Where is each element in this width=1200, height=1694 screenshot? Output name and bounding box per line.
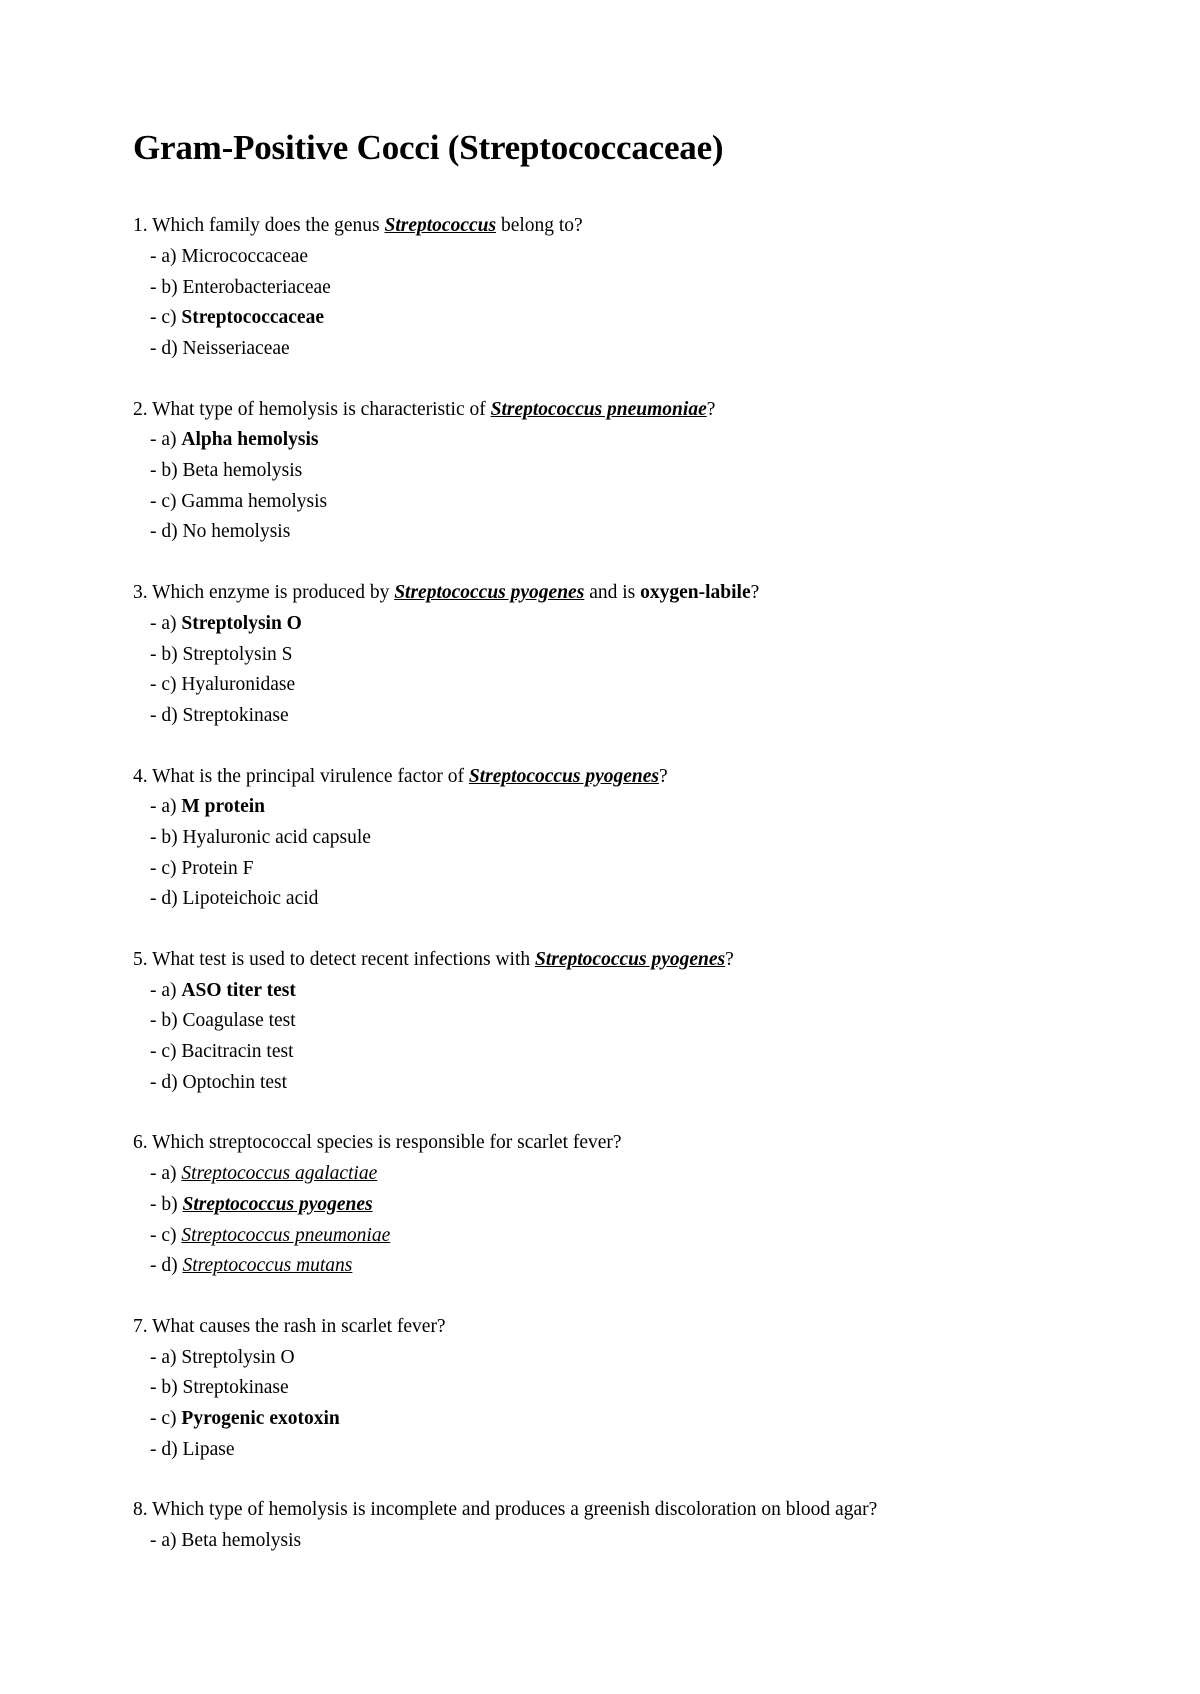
answer-option[interactable]	[133, 855, 1050, 883]
question-list	[133, 212, 1050, 1554]
answer-option-label: - a)	[150, 429, 177, 451]
question-prefix: What causes the rash in scarlet fever?	[152, 1315, 446, 1337]
answer-option-text: Streptolysin S	[182, 643, 293, 665]
answer-option[interactable]	[133, 426, 1050, 454]
answer-option[interactable]	[133, 335, 1050, 363]
answer-option-text: Pyrogenic exotoxin	[181, 1407, 340, 1429]
question-block	[133, 763, 1050, 913]
answer-option[interactable]	[133, 274, 1050, 302]
answer-option-text: Beta hemolysis	[181, 1530, 302, 1551]
answer-option[interactable]	[133, 1191, 1050, 1219]
answer-option-list	[133, 243, 1050, 363]
answer-option-label: - c)	[150, 674, 177, 696]
question-text	[133, 1129, 1050, 1157]
question-number: 4.	[133, 765, 148, 787]
answer-option-text: Streptococcus pneumoniae	[181, 1224, 391, 1246]
question-number: 1.	[133, 215, 148, 237]
question-number: 7.	[133, 1315, 148, 1337]
answer-option-label: - c)	[150, 857, 177, 879]
question-text	[133, 579, 1050, 607]
answer-option-text: Alpha hemolysis	[181, 429, 319, 451]
answer-option-label: - d)	[150, 521, 178, 543]
question-prefix: Which type of hemolysis is incomplete and produces a greenish discoloration on blood agar?	[152, 1499, 878, 1521]
answer-option[interactable]	[133, 641, 1050, 669]
answer-option[interactable]	[133, 304, 1050, 332]
question-number: 8.	[133, 1499, 148, 1521]
answer-option-list	[133, 977, 1050, 1097]
answer-option[interactable]	[133, 1252, 1050, 1280]
answer-option-text: Streptokinase	[182, 1377, 289, 1399]
question-block	[133, 946, 1050, 1096]
answer-option-list	[133, 610, 1050, 730]
answer-option-label: - d)	[150, 338, 178, 359]
species-name: Streptococcus pyogenes	[394, 582, 585, 604]
answer-option[interactable]	[133, 610, 1050, 638]
answer-option[interactable]	[133, 793, 1050, 821]
answer-option-text: Streptococcus agalactiae	[181, 1163, 378, 1185]
species-name: Streptococcus pneumoniae	[490, 398, 707, 420]
question-block	[133, 1496, 1050, 1554]
answer-option-text: Micrococcaceae	[181, 245, 309, 267]
question-text	[133, 1496, 1050, 1524]
answer-option[interactable]	[133, 457, 1050, 485]
question-prefix: Which streptococcal species is responsible for scarlet fever?	[152, 1132, 622, 1154]
answer-option[interactable]	[133, 243, 1050, 271]
answer-option-text: Streptolysin O	[181, 1346, 295, 1368]
answer-option-label: - c)	[150, 1041, 177, 1063]
answer-option-label: - b)	[150, 276, 178, 298]
answer-option-text: Neisseriaceae	[182, 338, 290, 359]
answer-option-label: - a)	[150, 245, 177, 267]
page-title: Gram-Positive Cocci (Streptococcaceae)	[133, 128, 724, 167]
answer-option-text: Hyaluronidase	[181, 674, 296, 696]
question-block	[133, 579, 1050, 729]
question-number: 6.	[133, 1132, 148, 1154]
answer-option-text: Enterobacteriaceae	[182, 276, 331, 298]
answer-option-text: Coagulase test	[182, 1010, 296, 1032]
answer-option-label: - c)	[150, 307, 177, 329]
answer-option[interactable]	[133, 885, 1050, 913]
question-number: 3.	[133, 582, 148, 604]
answer-option-label: - a)	[150, 612, 177, 634]
answer-option-text: Streptococcaceae	[181, 307, 324, 329]
answer-option-label: - a)	[150, 1346, 177, 1368]
answer-option-text: M protein	[181, 796, 265, 818]
answer-option-label: - b)	[150, 643, 178, 665]
answer-option[interactable]	[133, 1527, 1050, 1555]
answer-option-text: No hemolysis	[182, 521, 291, 543]
question-block	[133, 1129, 1050, 1279]
question-suffix: ?	[725, 949, 734, 970]
answer-option[interactable]	[133, 1222, 1050, 1250]
question-middle: and is	[584, 582, 641, 604]
answer-option-list	[133, 1344, 1050, 1464]
answer-option-text: Lipoteichoic acid	[182, 888, 319, 910]
question-prefix: Which family does the genus	[152, 215, 385, 237]
answer-option[interactable]	[133, 702, 1050, 730]
answer-option-label: - d)	[150, 704, 178, 726]
question-block	[133, 1313, 1050, 1463]
answer-option-label: - d)	[150, 1438, 178, 1460]
answer-option-label: - a)	[150, 796, 177, 818]
question-text	[133, 763, 1050, 791]
answer-option-text: Gamma hemolysis	[181, 490, 328, 512]
answer-option-text: Beta hemolysis	[182, 460, 303, 482]
species-name: Streptococcus pyogenes	[535, 949, 726, 970]
answer-option-label: - a)	[150, 979, 177, 1001]
answer-option-label: - c)	[150, 1224, 177, 1246]
answer-option[interactable]	[133, 1436, 1050, 1464]
answer-option-label: - d)	[150, 888, 178, 910]
question-suffix: belong to?	[496, 215, 583, 237]
answer-option-text: ASO titer test	[181, 979, 296, 1001]
answer-option-list	[133, 1527, 1050, 1555]
answer-option-list	[133, 793, 1050, 913]
question-number: 5.	[133, 949, 148, 970]
answer-option-text: Protein F	[181, 857, 254, 879]
species-name: Streptococcus	[384, 215, 497, 237]
question-suffix: ?	[659, 765, 668, 787]
answer-option-label: - b)	[150, 826, 178, 848]
answer-option-text: Streptococcus pyogenes	[182, 1193, 373, 1215]
answer-option-label: - d)	[150, 1255, 178, 1277]
answer-option[interactable]	[133, 488, 1050, 516]
question-suffix: ?	[706, 398, 716, 420]
answer-option[interactable]	[133, 977, 1050, 1005]
question-text	[133, 396, 1050, 424]
answer-option-label: - d)	[150, 1071, 178, 1093]
answer-option[interactable]	[133, 1038, 1050, 1066]
question-text	[133, 212, 1050, 240]
question-prefix: What is the principal virulence factor of	[152, 765, 469, 787]
answer-option-label: - a)	[150, 1530, 177, 1551]
question-number: 2.	[133, 398, 148, 420]
question-suffix: ?	[750, 582, 760, 604]
answer-option-text: Bacitracin test	[181, 1041, 294, 1063]
answer-option-text: Optochin test	[182, 1071, 288, 1093]
answer-option[interactable]	[133, 1405, 1050, 1433]
answer-option[interactable]	[133, 824, 1050, 852]
answer-option-label: - b)	[150, 1377, 178, 1399]
answer-option-text: Streptolysin O	[181, 612, 302, 634]
answer-option[interactable]	[133, 671, 1050, 699]
answer-option-list	[133, 1160, 1050, 1280]
question-text	[133, 1313, 1050, 1341]
answer-option[interactable]	[133, 1007, 1050, 1035]
question-prefix: What test is used to detect recent infections with	[152, 949, 535, 970]
answer-option[interactable]	[133, 1344, 1050, 1372]
answer-option-list	[133, 426, 1050, 546]
answer-option-label: - c)	[150, 1407, 177, 1429]
species-name: Streptococcus pyogenes	[468, 765, 660, 787]
answer-option-text: Streptococcus mutans	[182, 1255, 353, 1277]
answer-option-text: Streptokinase	[182, 704, 289, 726]
answer-option[interactable]	[133, 1069, 1050, 1097]
answer-option-label: - b)	[150, 1010, 178, 1032]
answer-option-text: Lipase	[182, 1438, 235, 1460]
answer-option[interactable]	[133, 518, 1050, 546]
question-emphasis: oxygen-labile	[640, 582, 751, 604]
question-block	[133, 212, 1050, 362]
answer-option[interactable]	[133, 1160, 1050, 1188]
question-text	[133, 946, 1050, 974]
answer-option[interactable]	[133, 1374, 1050, 1402]
answer-option-label: - c)	[150, 490, 177, 512]
answer-option-label: - b)	[150, 460, 178, 482]
answer-option-text: Hyaluronic acid capsule	[182, 826, 371, 848]
question-block	[133, 396, 1050, 546]
question-prefix: Which enzyme is produced by	[152, 582, 395, 604]
answer-option-label: - a)	[150, 1163, 177, 1185]
answer-option-label: - b)	[150, 1193, 178, 1215]
question-prefix: What type of hemolysis is characteristic of	[152, 398, 491, 420]
